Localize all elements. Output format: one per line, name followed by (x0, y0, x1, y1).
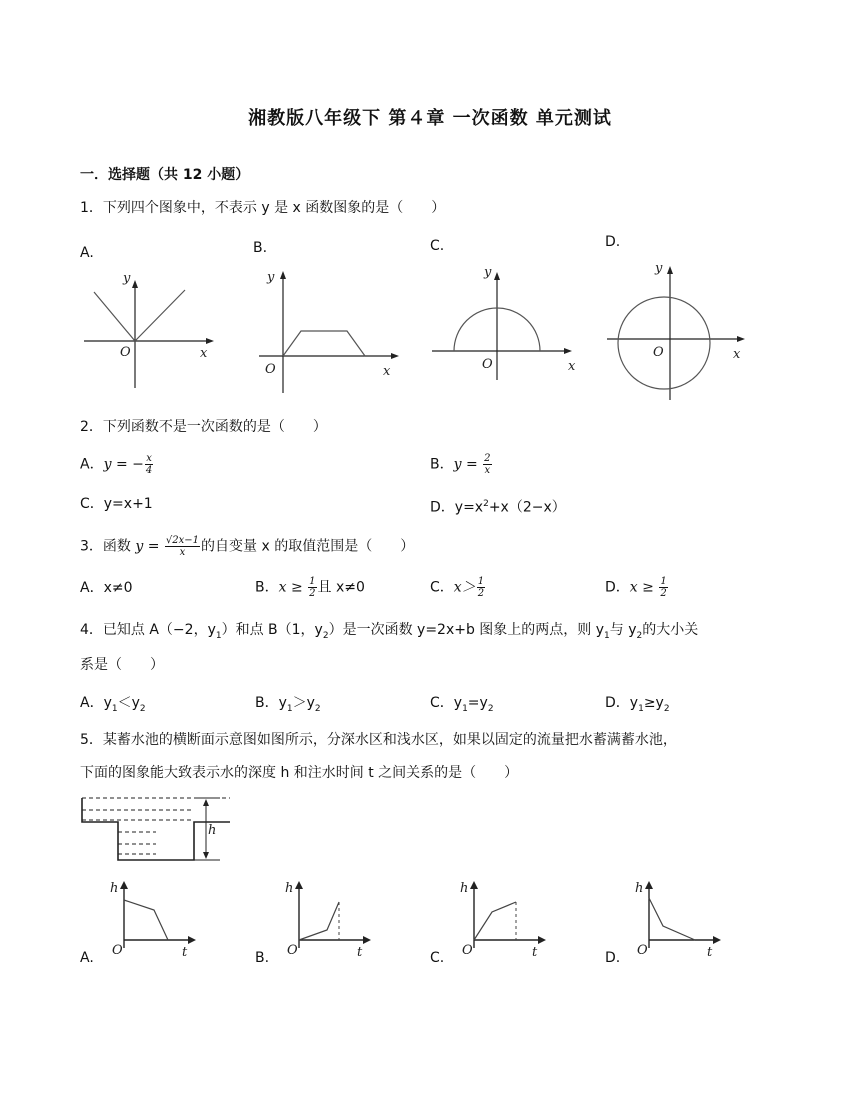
q1-option-b-label: B. (253, 240, 268, 256)
q1-graph-b (255, 263, 405, 393)
q5b-h-label: h (285, 881, 294, 896)
q1a-origin-label: O (120, 345, 131, 360)
page-title: 湘教版八年级下 第４章 一次函数 单元测试 (248, 108, 612, 129)
question-5-line-2: 下面的图象能大致表示水的深度 h 和注水时间 t 之间关系的是（ ） (80, 765, 519, 781)
q1b-y-label: y (267, 270, 275, 285)
q2-option-b: B．y = $\frac{2}{x}$ (430, 453, 491, 476)
q5-graph-d (633, 876, 723, 956)
q5a-t-label: t (182, 945, 188, 956)
q3-option-c: C．x＞ $\frac{1}{2}$ (430, 576, 485, 599)
q3-option-d: D．x ≥ $\frac{1}{2}$ (605, 576, 667, 599)
q3-option-a: A．x≠0 (80, 580, 133, 596)
question-4-line-1: 4．已知点 A（−2，$y_1$）和点 B（1，$y_2$）是一次函数 y=2x+b 图象上的两点，则 $y_1$与 $y_2$的大小关 (80, 622, 699, 641)
question-3-text: 3．函数 y = $\frac{√2x-1}{x}$ 的自变量 x 的取值范围是（ ） (80, 535, 415, 558)
q5-graph-a (108, 876, 198, 956)
q1-option-c-label: C. (430, 238, 445, 254)
question-5-line-1: 5．某蓄水池的横断面示意图如图所示，分深水区和浅水区，如果以固定的流量把水蓄满蓄水池， (80, 732, 677, 748)
question-2-text: 2．下列函数不是一次函数的是（ ） (80, 419, 327, 435)
reservoir-diagram (80, 796, 230, 866)
reservoir-h-label: h (208, 823, 217, 838)
q1-option-d-label: D. (605, 234, 621, 250)
q1-graph-a (80, 262, 220, 392)
q1b-origin-label: O (265, 362, 276, 377)
q5d-t-label: t (707, 945, 713, 956)
q5c-origin-label: O (462, 943, 473, 956)
q5d-origin-label: O (637, 943, 648, 956)
q1-graph-c (430, 262, 580, 382)
q2-option-a: A．y = − $\frac{x}{4}$ (80, 453, 153, 476)
q4-option-c: C．$y_1=y_2$ (430, 695, 494, 714)
q5-option-a-label: A. (80, 950, 94, 966)
q4-option-d: D．$y_1\ge y_2$ (605, 695, 670, 714)
q5a-h-label: h (110, 881, 119, 896)
q5c-t-label: t (532, 945, 538, 956)
q5-graph-c (458, 876, 548, 956)
q1d-origin-label: O (653, 345, 664, 360)
q1b-x-label: x (383, 364, 391, 379)
q5-option-c-label: C. (430, 950, 445, 966)
q1d-x-label: x (733, 347, 741, 362)
q5-graph-b (283, 876, 373, 956)
q3-option-b: B．x ≥ $\frac{1}{2}$ 且 x≠0 (255, 576, 365, 599)
q5c-h-label: h (460, 881, 469, 896)
q2-option-c: C．y=x+1 (80, 496, 153, 512)
q1c-x-label: x (568, 359, 576, 374)
q1c-y-label: y (484, 265, 492, 280)
q1-graph-d (605, 258, 755, 403)
q1-option-a-label: A. (80, 245, 94, 261)
q4-option-a: A．$y_1<y_2$ (80, 695, 146, 714)
q5b-origin-label: O (287, 943, 298, 956)
q1a-x-label: x (200, 346, 208, 361)
question-1-text: 1．下列四个图象中，不表示 y 是 x 函数图象的是（ ） (80, 200, 446, 216)
q2-option-d: D．$y=x^2+x(2-x)$ (430, 499, 566, 516)
q4-option-b: B．$y_1>y_2$ (255, 695, 321, 714)
section-heading: 一．选择题（共 12 小题） (80, 167, 250, 183)
q5a-origin-label: O (112, 943, 123, 956)
q5-option-d-label: D. (605, 950, 621, 966)
q5b-t-label: t (357, 945, 363, 956)
q1c-origin-label: O (482, 357, 493, 372)
q5-option-b-label: B. (255, 950, 270, 966)
q1a-y-label: y (123, 271, 131, 286)
q5d-h-label: h (635, 881, 644, 896)
q1d-y-label: y (655, 261, 663, 276)
question-4-line-2: 系是（ ） (80, 657, 164, 673)
